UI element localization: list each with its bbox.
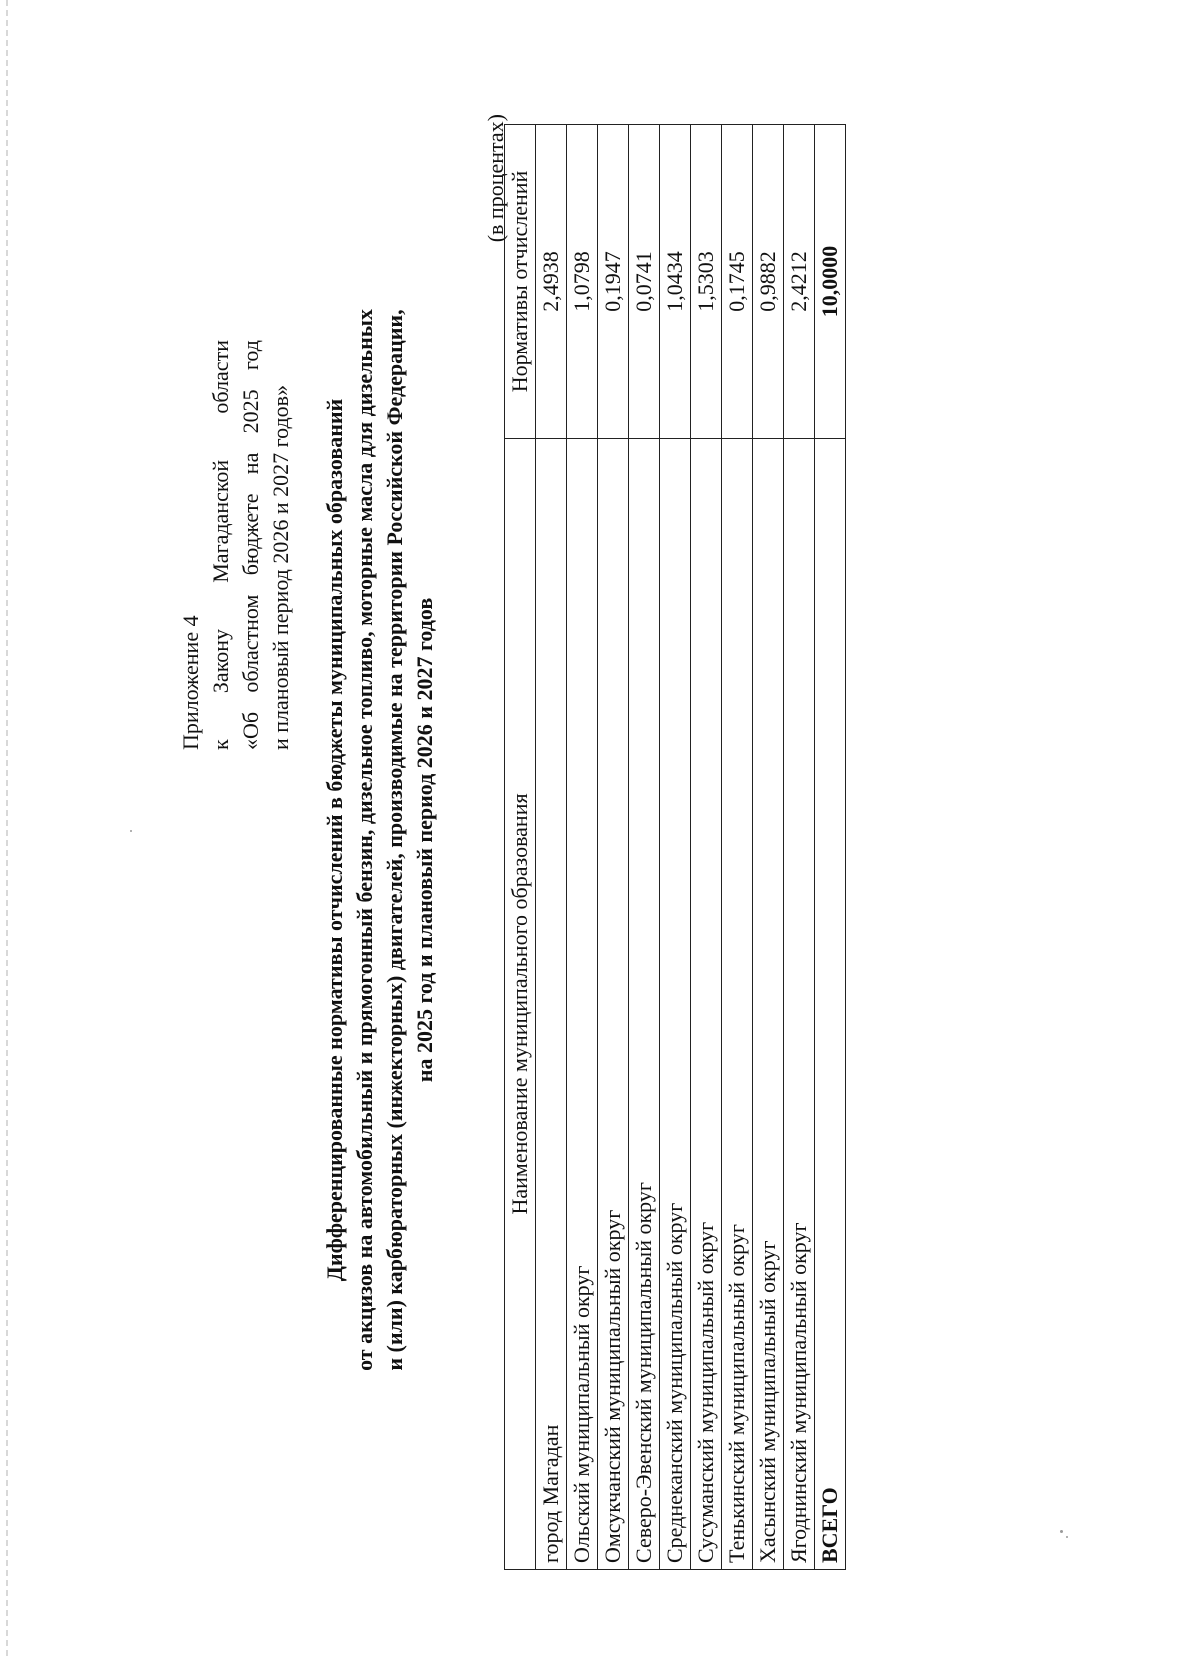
table-row <box>722 125 753 1570</box>
appendix-reference <box>176 340 296 750</box>
appendix-law-title-line <box>236 340 266 750</box>
table-row <box>660 125 691 1570</box>
table-row <box>784 125 815 1570</box>
municipality-name: Омсукчанский муниципальный округ <box>598 438 629 1569</box>
appendix-number: Приложение 4 <box>178 615 203 750</box>
table-row <box>536 125 567 1570</box>
units-note: (в процентах) <box>483 114 508 243</box>
norm-value: 0,0741 <box>629 125 660 439</box>
table-row <box>567 125 598 1570</box>
norm-value: 0,9882 <box>753 125 784 439</box>
title-line: на 2025 год и плановый период 2026 и 2027 годов <box>412 597 437 1083</box>
appendix-word: к <box>208 739 233 750</box>
appendix-word: Магаданской <box>208 459 233 583</box>
municipality-name: Хасынский муниципальный округ <box>753 438 784 1569</box>
table-row <box>629 125 660 1570</box>
total-label: ВСЕГО <box>815 438 846 1569</box>
municipality-name: город Магадан <box>536 438 567 1569</box>
appendix-word: 2025 <box>238 389 263 434</box>
norm-value: 1,0798 <box>567 125 598 439</box>
norm-value: 2,4938 <box>536 125 567 439</box>
appendix-word: бюджете <box>238 493 263 576</box>
appendix-word: области <box>208 340 233 414</box>
appendix-period-line: и плановый период 2026 и 2027 годов» <box>268 384 293 750</box>
title-line: и (или) карбюраторных (инжекторных) двигателей, производимые на территории Российской Федерации, <box>382 309 407 1371</box>
table-row <box>598 125 629 1570</box>
norm-value: 0,1947 <box>598 125 629 439</box>
municipality-name: Ягоднинский муниципальный округ <box>784 438 815 1569</box>
scan-speck <box>1060 1530 1063 1533</box>
table-row <box>691 125 722 1570</box>
appendix-word: год <box>238 340 263 371</box>
scan-edge-artifact <box>6 0 8 1656</box>
table-total-row <box>815 125 846 1570</box>
column-header-norms: Нормативы отчислений <box>505 125 536 439</box>
municipality-name: Северо-Эвенский муниципальный округ <box>629 438 660 1569</box>
norm-value: 1,0434 <box>660 125 691 439</box>
document-title <box>320 100 440 1580</box>
norm-value: 2,4212 <box>784 125 815 439</box>
column-header-name: Наименование муниципального образования <box>505 438 536 1569</box>
norms-table <box>504 124 846 1570</box>
municipality-name: Ольский муниципальный округ <box>567 438 598 1569</box>
appendix-word: Закону <box>208 628 233 694</box>
norm-value: 0,1745 <box>722 125 753 439</box>
table-row <box>753 125 784 1570</box>
appendix-word: областном <box>238 594 263 693</box>
title-line: Дифференцированные нормативы отчислений в бюджеты муниципальных образований <box>322 398 347 1282</box>
appendix-word: на <box>238 452 263 475</box>
municipality-name: Тенькинский муниципальный округ <box>722 438 753 1569</box>
title-line: от акцизов на автомобильный и прямогонный бензин, дизельное топливо, моторные масла для дизельных <box>352 309 377 1371</box>
appendix-law-line <box>206 340 236 750</box>
municipality-name: Сусуманский муниципальный округ <box>691 438 722 1569</box>
municipality-name: Среднеканский муниципальный округ <box>660 438 691 1569</box>
norm-value: 1,5303 <box>691 125 722 439</box>
appendix-word: «Об <box>238 711 263 750</box>
scan-speck <box>1066 1536 1068 1538</box>
table-header-row <box>505 125 536 1570</box>
rotated-page <box>70 100 842 1580</box>
total-value: 10,0000 <box>815 125 846 439</box>
